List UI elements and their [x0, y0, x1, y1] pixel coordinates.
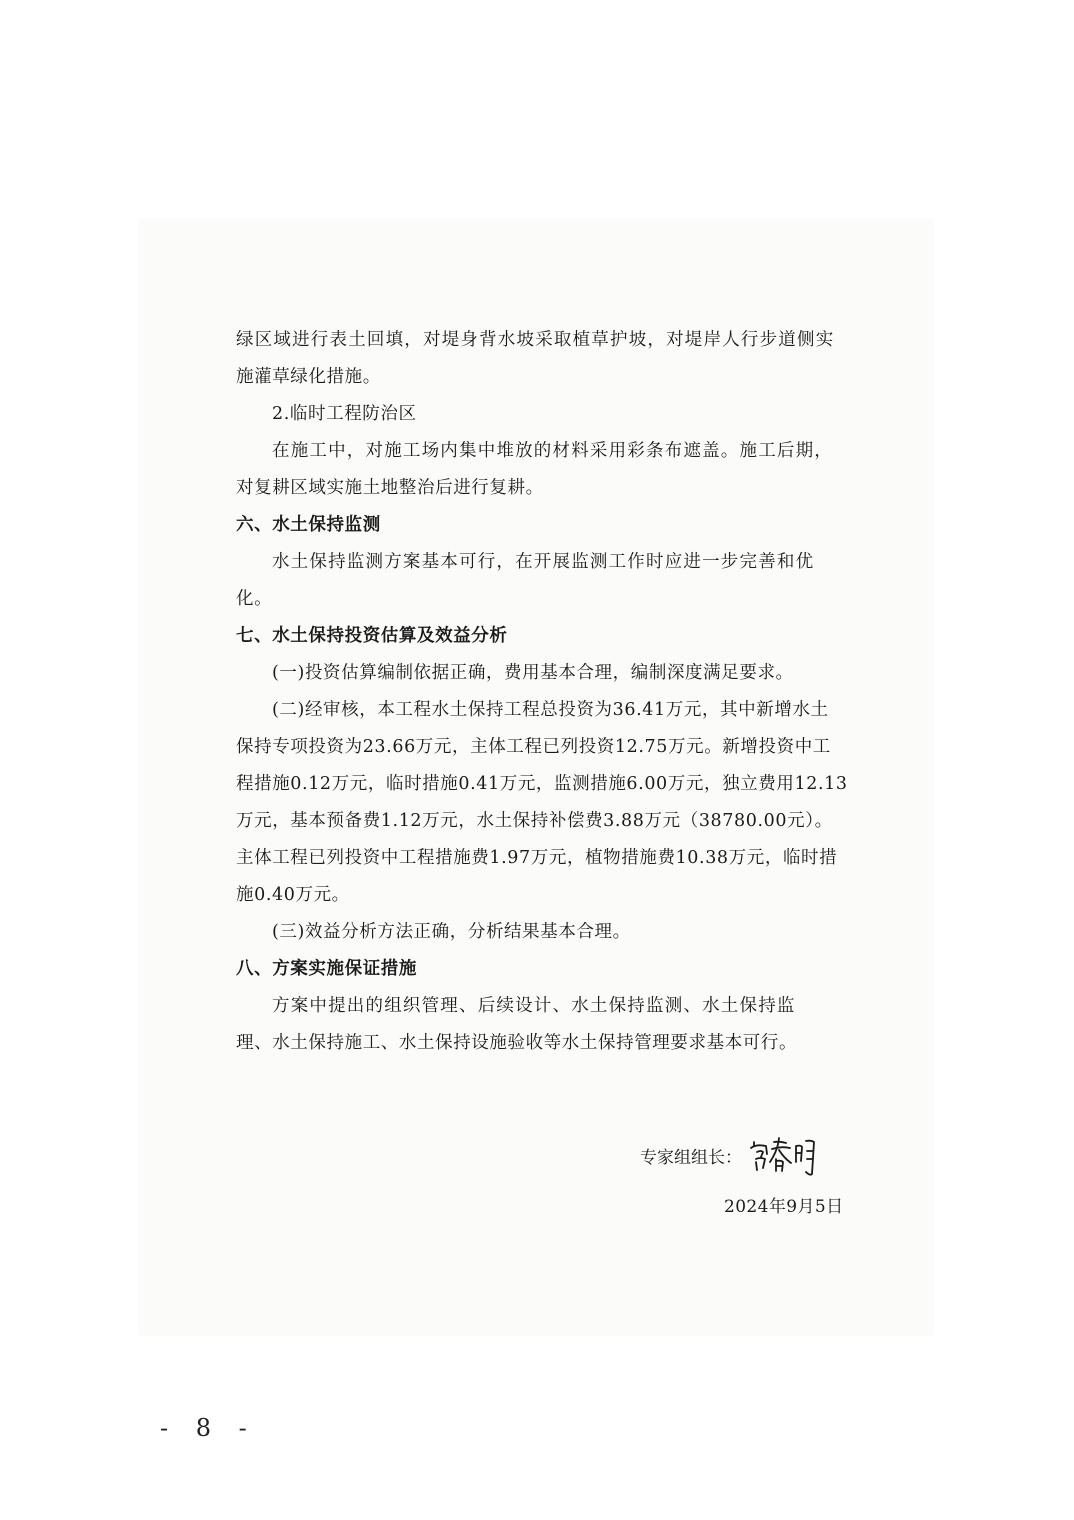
signature-label: 专家组组长：: [640, 1147, 742, 1168]
body-line: (一)投资估算编制依据正确，费用基本合理，编制深度满足要求。: [272, 663, 794, 683]
body-line: 施0.40万元。: [236, 885, 350, 905]
subsection-title: 2.临时工程防治区: [272, 404, 417, 424]
handwritten-signature: [748, 1132, 822, 1178]
body-line: 施灌草绿化措施。: [236, 367, 381, 387]
body-line: (二)经审核，本工程水土保持工程总投资为36.41万元，其中新增水土: [272, 700, 829, 720]
body-line: (三)效益分析方法正确，分析结果基本合理。: [272, 922, 631, 942]
section-heading: 六、水土保持监测: [236, 515, 381, 535]
document-body: [236, 322, 848, 1062]
body-line: 绿区域进行表土回填，对堤身背水坡采取植草护坡，对堤岸人行步道侧实: [236, 330, 835, 350]
body-line: 对复耕区域实施土地整治后进行复耕。: [236, 478, 544, 498]
section-heading: 八、方案实施保证措施: [236, 959, 417, 979]
section-heading: 七、水土保持投资估算及效益分析: [236, 626, 508, 646]
body-line: 万元，基本预备费1.12万元，水土保持补偿费3.88万元（38780.00元）。: [236, 811, 833, 831]
body-line: 方案中提出的组织管理、后续设计、水土保持监测、水土保持监: [272, 996, 796, 1016]
body-line: 理、水土保持施工、水土保持设施验收等水土保持管理要求基本可行。: [236, 1033, 798, 1053]
body-line: 保持专项投资为23.66万元，主体工程已列投资12.75万元。新增投资中工: [236, 737, 831, 757]
body-line: 主体工程已列投资中工程措施费1.97万元，植物措施费10.38万元，临时措: [236, 848, 838, 868]
signature-block: [640, 1132, 860, 1178]
body-line: 化。: [236, 589, 273, 609]
page-number: - 8 -: [160, 1414, 257, 1442]
body-line: 水土保持监测方案基本可行，在开展监测工作时应进一步完善和优: [272, 552, 815, 572]
document-date: 2024年9月5日: [724, 1197, 844, 1217]
body-line: 在施工中，对施工场内集中堆放的材料采用彩条布遮盖。施工后期，: [272, 441, 833, 461]
body-line: 程措施0.12万元，临时措施0.41万元，监测措施6.00万元，独立费用12.13: [236, 774, 848, 794]
